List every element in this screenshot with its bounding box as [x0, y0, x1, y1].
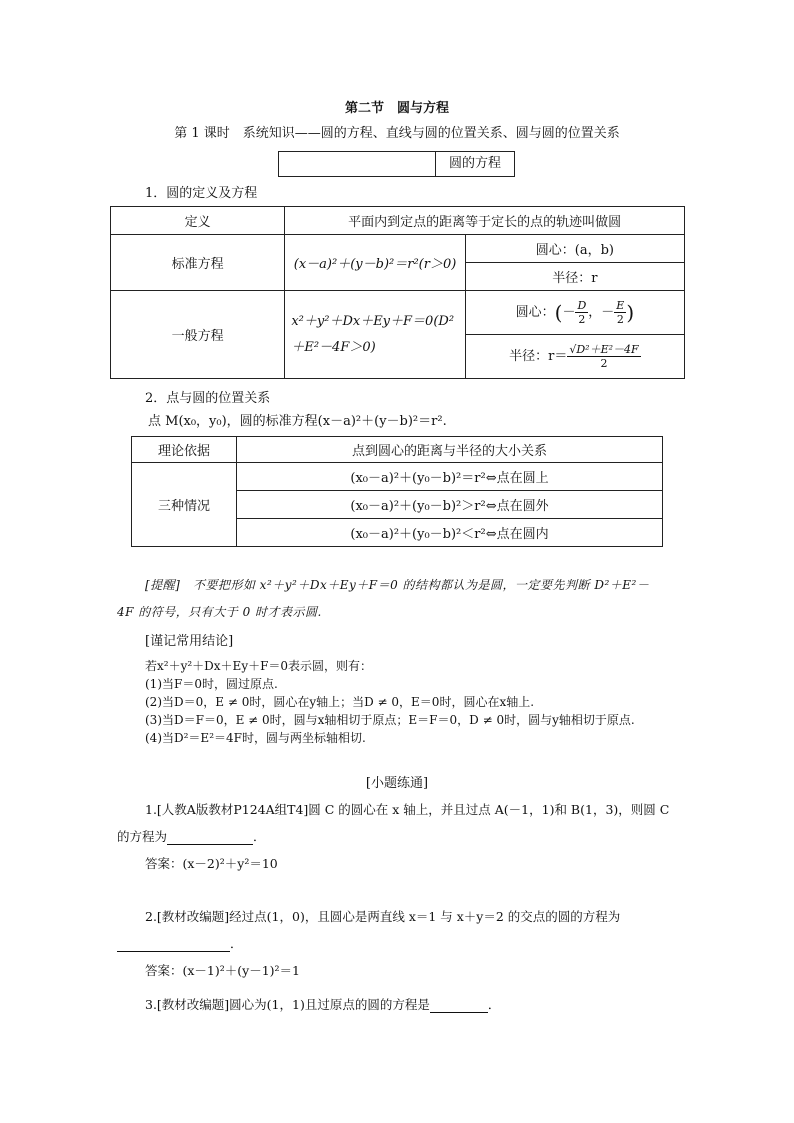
remember-heading: [谨记常用结论] [145, 634, 234, 649]
lesson-title: 第 1 课时 系统知识——圆的方程、直线与圆的位置关系、圆与圆的位置关系 [174, 126, 620, 141]
conclusion-2: (2)当D＝0，E ≠ 0时，圆心在y轴上；当D ≠ 0，E＝0时，圆心在x轴上. [145, 695, 535, 709]
case-outside-circle: (x₀－a)²＋(y₀－b)²＞r²⇔点在圆外 [237, 491, 663, 519]
part2-intro: 点 M(x₀，y₀)，圆的标准方程(x－a)²＋(y－b)²＝r². [148, 414, 447, 429]
three-cases-label: 三种情况 [132, 463, 237, 547]
header-box-label: 圆的方程 [448, 156, 501, 171]
definition-label: 定义 [111, 207, 285, 235]
q3-line-1: 3.[教材改编题]圆心为(1，1)且过原点的圆的方程是 ． [145, 997, 501, 1012]
general-center: 圆心：(－ $\frac{D}{2}$ ，－ $\frac{E}{2}$ ) [465, 291, 684, 335]
case-on-circle: (x₀－a)²＋(y₀－b)²＝r²⇔点在圆上 [237, 463, 663, 491]
circle-equation-table [110, 206, 685, 379]
conclusion-intro: 若x²＋y²＋Dx＋Ey＋F＝0表示圆，则有： [145, 659, 373, 673]
conclusion-4: (4)当D²＝E²＝4F时，圆与两坐标轴相切. [145, 731, 366, 745]
point-circle-table [131, 436, 663, 547]
q1-answer: 答案：(x－2)²＋y²＝10 [145, 856, 278, 871]
general-radius [465, 335, 684, 379]
general-form-equation [285, 291, 465, 379]
section-title: 第二节 圆与方程 [344, 101, 449, 116]
q2-answer-blank [117, 937, 230, 952]
practice-heading: [小题练通] [365, 776, 429, 791]
conclusion-1: (1)当F＝0时，圆过原点. [145, 677, 278, 691]
general-form-label: 一般方程 [111, 291, 285, 379]
header-box-empty-cell [279, 152, 436, 176]
general-radius-prefix: 半径：r＝ [509, 349, 568, 364]
q1-line-2: 的方程为 ． [117, 829, 266, 844]
tip-line-1: [提醒] 不要把形如 x²＋y²＋Dx＋Ey＋F＝0 的结构都认为是圆，一定要先判断 D²＋E²－ [145, 578, 650, 592]
q2-line-1: 2.[教材改编题]经过点(1，0)，且圆心是两直线 x＝1 与 x＋y＝2 的交点的圆的方程为 [145, 909, 621, 924]
standard-form-label: 标准方程 [111, 235, 285, 291]
definition-text: 平面内到定点的距离等于定长的点的轨迹叫做圆 [285, 207, 685, 235]
standard-radius: 半径：r [465, 263, 684, 291]
q3-answer-blank [430, 1012, 488, 1013]
distance-relation-header: 点到圆心的距离与半径的大小关系 [237, 437, 663, 463]
tip-line-2: 4F 的符号，只有大于 0 时才表示圆. [117, 605, 322, 619]
q1-answer-blank [167, 844, 253, 845]
q2-line-2: ． [117, 934, 243, 952]
center-x-fraction: $\frac{D}{2}$ [577, 299, 587, 326]
center-y-fraction: $\frac{E}{2}$ [616, 299, 625, 326]
standard-form-equation: (x－a)²＋(y－b)²＝r²(r＞0) [285, 235, 465, 291]
general-center-prefix: 圆心： [515, 305, 555, 320]
q2-answer: 答案：(x－1)²＋(y－1)²＝1 [145, 963, 300, 978]
header-box [278, 151, 515, 177]
q1-line-1: 1.[人教A版教材P124A组T4]圆 C 的圆心在 x 轴上，并且过点 A(－1，1)和 B(1，3)，则圆 C [145, 802, 670, 817]
general-form-line1: x²＋y²＋Dx＋Ey＋F＝0(D² [291, 313, 455, 329]
theory-basis-label: 理论依据 [132, 437, 237, 463]
conclusion-3: (3)当D＝F＝0，E ≠ 0时，圆与x轴相切于原点；E＝F＝0，D ≠ 0时，圆与y轴相切于原点. [145, 713, 635, 727]
part1-heading: 1．圆的定义及方程 [145, 186, 258, 201]
part2-heading: 2．点与圆的位置关系 [145, 391, 271, 406]
case-inside-circle: (x₀－a)²＋(y₀－b)²＜r²⇔点在圆内 [237, 519, 663, 547]
standard-center: 圆心：(a，b) [465, 235, 684, 263]
general-form-line2: ＋E²－4F＞0) [291, 339, 376, 355]
radius-fraction: $\frac{\text{√D²＋E²－4F}}{2}$ [569, 343, 639, 370]
